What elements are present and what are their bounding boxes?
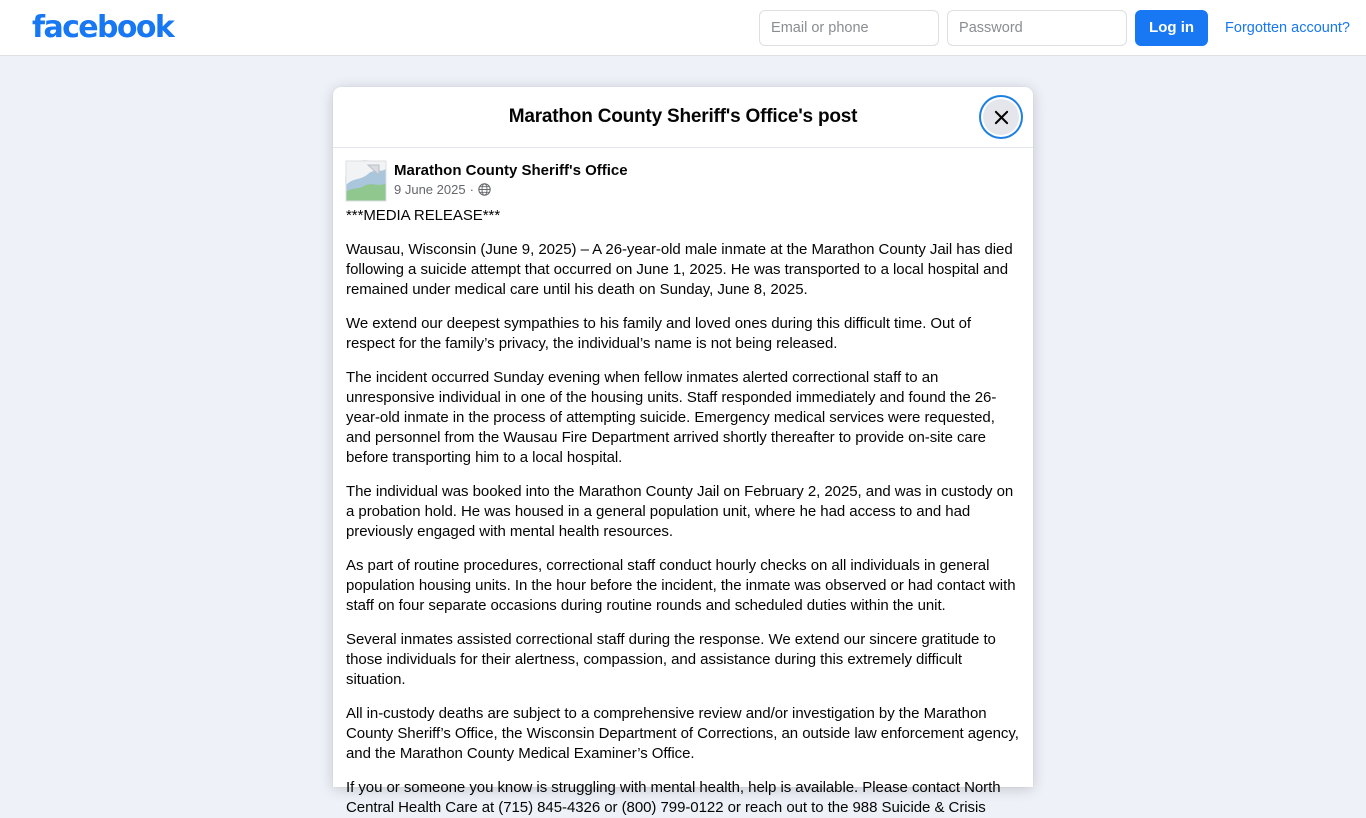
dialog-title: Marathon County Sheriff's Office's post — [508, 106, 858, 127]
post-paragraph: As part of routine procedures, correctional staff conduct hourly checks on all individuals in general population housing units. In the hour before the incident, the inmate was observed or had contact with staff on four separate occasions during routine rounds and scheduled duties within the unit. — [346, 557, 1016, 614]
post-paragraph: The incident occurred Sunday evening when fellow inmates alerted correctional staff to an unresponsive individual in one of the housing units. Staff responded immediately and found the 26-year-old inmate in the process of attempting suicide. Emergency medical services were requested, and personnel from the Wausau Fire Department arrived shortly thereafter to provide on-site care before transporting him to a local hospital. — [346, 369, 997, 466]
forgotten-account-link[interactable]: Forgotten account? — [1225, 19, 1350, 36]
site-header — [0, 0, 1366, 56]
log-in-button[interactable]: Log in — [1135, 10, 1208, 46]
post-paragraph: ***MEDIA RELEASE*** — [346, 207, 501, 224]
author-meta — [394, 160, 628, 198]
avatar[interactable] — [345, 160, 385, 200]
post-dialog — [333, 87, 1033, 816]
post-author-row — [345, 160, 1021, 206]
close-icon — [993, 109, 1010, 126]
post-date[interactable]: 9 June 2025 — [394, 182, 466, 197]
facebook-logo[interactable]: facebook — [32, 9, 174, 45]
password-input[interactable] — [947, 10, 1127, 46]
post-paragraph: The individual was booked into the Marathon County Jail on February 2, 2025, and was in custody on a probation hold. He was housed in a general population unit, where he had access to and had previously engaged with mental health resources. — [346, 483, 1014, 540]
meta-separator: · — [469, 182, 474, 197]
post-content — [333, 148, 1033, 816]
email-or-phone-input[interactable] — [759, 10, 939, 46]
close-button[interactable] — [983, 99, 1019, 135]
post-text — [345, 206, 1021, 818]
post-paragraph: If you or someone you know is struggling with mental health, help is available. Please contact North Central Health Care at (715) 845-4326 or (800) 799-0122 or reach out to the 988 Suicide & Crisis — [346, 779, 1001, 816]
post-author-name[interactable]: Marathon County Sheriff's Office — [394, 162, 628, 179]
dialog-header — [333, 87, 1033, 148]
login-form — [759, 10, 1350, 46]
post-meta — [394, 181, 628, 198]
post-paragraph: All in-custody deaths are subject to a comprehensive review and/or investigation by the Marathon County Sheriff’s Office, the Wisconsin Department of Corrections, an outside law enforcement agency, and the Marathon County Medical Examiner’s Office. — [346, 705, 1019, 762]
broken-image-placeholder-icon — [346, 161, 384, 201]
post-paragraph: We extend our deepest sympathies to his family and loved ones during this difficult time. Out of respect for the family’s privacy, the individual’s name is not being released. — [346, 315, 971, 352]
post-paragraph: Several inmates assisted correctional staff during the response. We extend our sincere gratitude to those individuals for their alertness, compassion, and assistance during this extremely difficult situation. — [346, 631, 996, 688]
globe-icon[interactable] — [478, 183, 491, 196]
post-paragraph: Wausau, Wisconsin (June 9, 2025) – A 26-year-old male inmate at the Marathon County Jail has died following a suicide attempt that occurred on June 1, 2025. He was transported to a local hospital and remained under medical care until his death on Sunday, June 8, 2025. — [346, 241, 1013, 298]
